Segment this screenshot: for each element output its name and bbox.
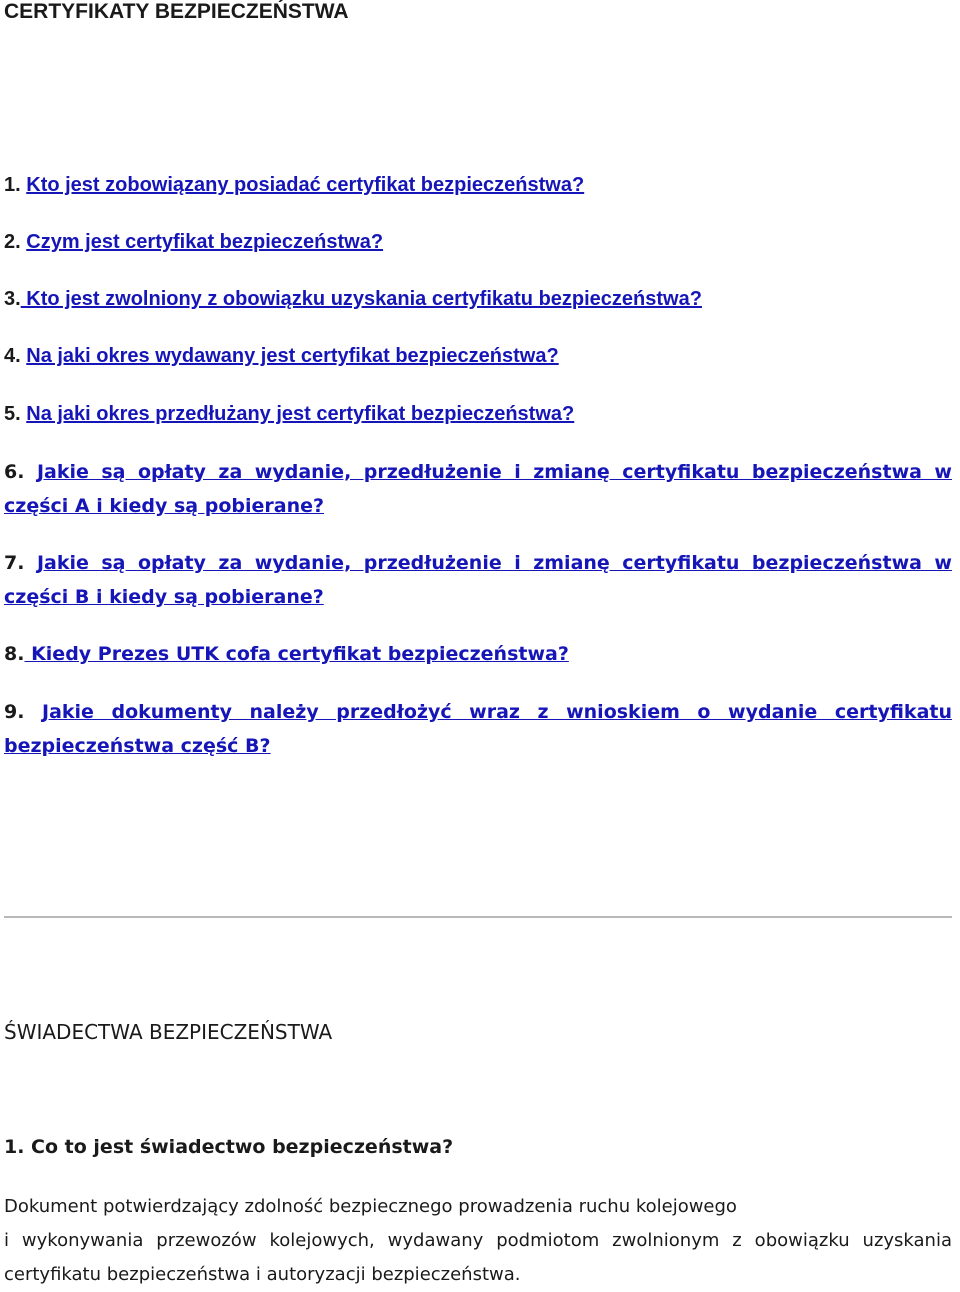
page-title: CERTYFIKATY BEZPIECZEŃSTWA [4,0,349,23]
section-divider [4,916,952,918]
question-link[interactable]: Kto jest zobowiązany posiadać certyfikat bezpieczeństwa? [26,174,585,196]
question-link[interactable]: Kto jest zwolniony z obowiązku uzyskania certyfikatu bezpieczeństwa? [20,288,702,310]
question-link[interactable]: Na jaki okres wydawany jest certyfikat bezpieczeństwa? [26,345,559,367]
question-item [4,225,952,259]
question-link[interactable]: Czym jest certyfikat bezpieczeństwa? [26,231,384,253]
question-item [4,168,952,202]
question-number: 3. [4,288,21,310]
question-number: 7. [4,552,25,574]
question-number: 8. [4,643,25,665]
question-item [4,397,952,431]
question-item [4,637,952,671]
answer-line: certyfikatu bezpieczeństwa i autoryzacji bezpieczeństwa. [4,1264,521,1285]
question-link[interactable]: Jakie dokumenty należy przedłożyć wraz z wnioskiem o wydanie certyfikatu bezpieczeństwa część B? [4,701,953,757]
question-link[interactable]: Jakie są opłaty za wydanie, przedłużenie i zmianę certyfikatu bezpieczeństwa w części B i kiedy są pobierane? [4,552,952,608]
question-number: 1. [4,174,21,196]
question-item [4,339,952,373]
question-link[interactable]: Kiedy Prezes UTK cofa certyfikat bezpieczeństwa? [24,643,569,665]
question-item [4,546,952,614]
section-question: 1. Co to jest świadectwo bezpieczeństwa? [4,1136,454,1158]
question-number: 4. [4,345,21,367]
answer-line: Dokument potwierdzający zdolność bezpiecznego prowadzenia ruchu kolejowego [4,1196,737,1217]
question-item [4,282,952,316]
question-link[interactable]: Jakie są opłaty za wydanie, przedłużenie i zmianę certyfikatu bezpieczeństwa w części A i kiedy są pobierane? [4,461,952,517]
question-item [4,695,952,763]
question-number: 5. [4,403,21,425]
question-number: 6. [4,461,25,483]
answer-line: i wykonywania przewozów kolejowych, wydawany podmiotom zwolnionym z obowiązku uzyskania [4,1230,952,1251]
question-link[interactable]: Na jaki okres przedłużany jest certyfikat bezpieczeństwa? [26,403,575,425]
question-number: 2. [4,231,21,253]
question-item [4,455,952,523]
question-number: 9. [4,701,25,723]
section-title: ŚWIADECTWA BEZPIECZEŃSTWA [4,1020,333,1044]
